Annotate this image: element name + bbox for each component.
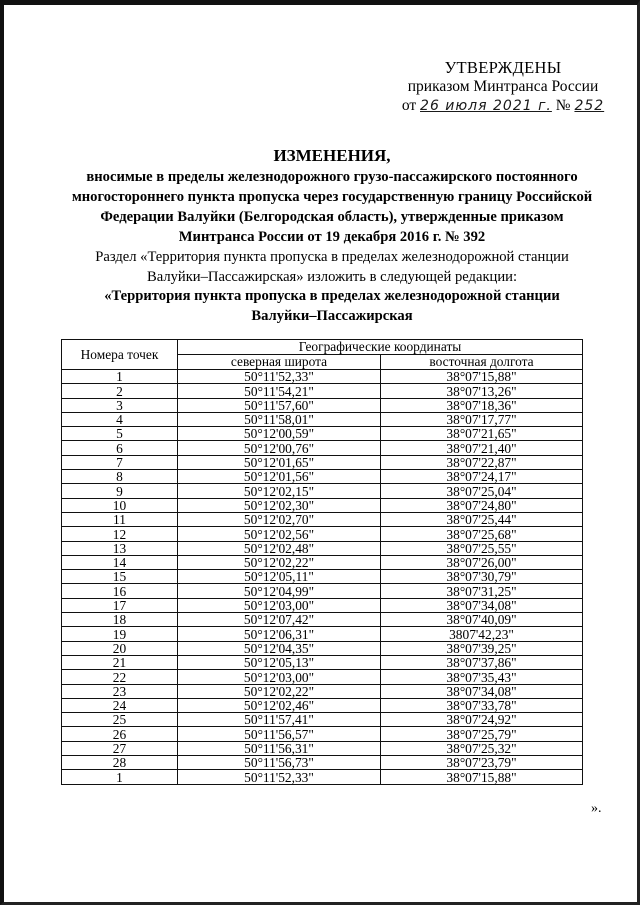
point-number: 20 <box>62 641 178 655</box>
latitude: 50°11'54,21" <box>178 384 381 398</box>
point-number: 5 <box>62 427 178 441</box>
longitude: 38°07'15,88" <box>381 770 583 784</box>
approval-date-line <box>398 96 608 116</box>
longitude: 38°07'21,65" <box>381 427 583 441</box>
latitude: 50°12'02,56" <box>178 527 381 541</box>
table-row <box>62 770 583 784</box>
latitude: 50°12'02,70" <box>178 512 381 526</box>
longitude: 38°07'25,44" <box>381 512 583 526</box>
latitude: 50°12'04,35" <box>178 641 381 655</box>
latitude: 50°12'02,22" <box>178 684 381 698</box>
section-title-line: Валуйки–Пассажирская <box>251 307 413 324</box>
approval-stamp <box>398 58 608 116</box>
point-number: 4 <box>62 412 178 426</box>
point-number: 1 <box>62 770 178 784</box>
heading-line: многостороннего пункта пропуска через государственную границу Российской <box>71 189 593 205</box>
longitude: 38°07'22,87" <box>381 455 583 469</box>
table-row <box>62 384 583 398</box>
point-number: 21 <box>62 655 178 669</box>
section-title-line: «Территория пункта пропуска в пределах железнодорожной станции <box>104 288 560 304</box>
longitude: 38°07'34,08" <box>381 684 583 698</box>
heading-line: Минтранса России от 19 декабря 2016 г. № 392 <box>178 229 486 245</box>
coordinates-table <box>61 339 583 785</box>
latitude: 50°11'52,33" <box>178 370 381 384</box>
table-row <box>62 584 583 598</box>
point-number: 1 <box>62 370 178 384</box>
point-number: 7 <box>62 455 178 469</box>
table-row <box>62 727 583 741</box>
point-number: 6 <box>62 441 178 455</box>
table-row <box>62 627 583 641</box>
longitude: 38°07'31,25" <box>381 584 583 598</box>
latitude: 50°11'56,73" <box>178 756 381 770</box>
latitude: 50°12'03,00" <box>178 598 381 612</box>
point-number: 12 <box>62 527 178 541</box>
point-number: 15 <box>62 570 178 584</box>
table-row <box>62 613 583 627</box>
longitude: 38°07'25,32" <box>381 741 583 755</box>
table-row <box>62 484 583 498</box>
table-row <box>62 670 583 684</box>
point-number: 24 <box>62 698 178 712</box>
point-number: 19 <box>62 627 178 641</box>
table-row <box>62 455 583 469</box>
document-heading <box>62 145 602 247</box>
table-row <box>62 641 583 655</box>
latitude: 50°12'02,30" <box>178 498 381 512</box>
table-row <box>62 756 583 770</box>
longitude: 38°07'17,77" <box>381 412 583 426</box>
point-number: 18 <box>62 613 178 627</box>
heading-line: Федерации Валуйки (Белгородская область), утвержденные приказом <box>100 209 564 225</box>
point-number: 10 <box>62 498 178 512</box>
point-number: 2 <box>62 384 178 398</box>
section-text <box>62 248 602 326</box>
table-row <box>62 598 583 612</box>
point-number: 26 <box>62 727 178 741</box>
point-number: 16 <box>62 584 178 598</box>
longitude: 38°07'24,17" <box>381 470 583 484</box>
number-sign: № <box>555 97 571 114</box>
table-row <box>62 412 583 426</box>
latitude: 50°12'05,11" <box>178 570 381 584</box>
longitude: 38°07'25,55" <box>381 541 583 555</box>
latitude: 50°11'58,01" <box>178 412 381 426</box>
longitude: 38°07'24,92" <box>381 713 583 727</box>
latitude: 50°11'56,57" <box>178 727 381 741</box>
point-number: 13 <box>62 541 178 555</box>
longitude: 38°07'25,04" <box>381 484 583 498</box>
longitude: 38°07'39,25" <box>381 641 583 655</box>
table-row <box>62 512 583 526</box>
latitude: 50°11'52,33" <box>178 770 381 784</box>
longitude: 38°07'37,86" <box>381 655 583 669</box>
latitude: 50°12'02,15" <box>178 484 381 498</box>
longitude: 38°07'35,43" <box>381 670 583 684</box>
latitude: 50°12'02,22" <box>178 555 381 569</box>
section-intro-line: Раздел «Территория пункта пропуска в пределах железнодорожной станции <box>95 249 569 265</box>
longitude: 38°07'33,78" <box>381 698 583 712</box>
latitude: 50°11'57,60" <box>178 398 381 412</box>
header-east-longitude: восточная долгота <box>381 355 583 370</box>
approval-issuer: приказом Минтранса России <box>407 78 599 95</box>
approval-title: УТВЕРЖДЕНЫ <box>444 58 562 77</box>
header-north-latitude: северная широта <box>178 355 381 370</box>
latitude: 50°12'02,46" <box>178 698 381 712</box>
table-row <box>62 427 583 441</box>
handwritten-date: 26 июля 2021 г. <box>420 98 552 114</box>
date-prefix: от <box>401 97 417 114</box>
point-number: 28 <box>62 756 178 770</box>
latitude: 50°12'07,42" <box>178 613 381 627</box>
longitude: 38°07'24,80" <box>381 498 583 512</box>
longitude: 38°07'21,40" <box>381 441 583 455</box>
longitude: 38°07'18,36" <box>381 398 583 412</box>
point-number: 27 <box>62 741 178 755</box>
point-number: 23 <box>62 684 178 698</box>
point-number: 14 <box>62 555 178 569</box>
point-number: 22 <box>62 670 178 684</box>
table-row <box>62 527 583 541</box>
longitude: 3807'42,23" <box>381 627 583 641</box>
latitude: 50°12'02,48" <box>178 541 381 555</box>
longitude: 38°07'34,08" <box>381 598 583 612</box>
table-row <box>62 370 583 384</box>
table-row <box>62 398 583 412</box>
table-row <box>62 713 583 727</box>
header-geo-coordinates: Географические координаты <box>178 340 583 355</box>
latitude: 50°12'06,31" <box>178 627 381 641</box>
table-row <box>62 655 583 669</box>
point-number: 3 <box>62 398 178 412</box>
latitude: 50°12'03,00" <box>178 670 381 684</box>
table-row <box>62 498 583 512</box>
latitude: 50°12'00,76" <box>178 441 381 455</box>
closing-quote: ». <box>591 801 602 816</box>
longitude: 38°07'40,09" <box>381 613 583 627</box>
longitude: 38°07'15,88" <box>381 370 583 384</box>
table-row <box>62 541 583 555</box>
heading-line: вносимые в пределы железнодорожного грузо-пассажирского постоянного <box>86 169 578 185</box>
table-row <box>62 741 583 755</box>
longitude: 38°07'13,26" <box>381 384 583 398</box>
point-number: 8 <box>62 470 178 484</box>
section-intro-line: Валуйки–Пассажирская» изложить в следующей редакции: <box>146 268 518 285</box>
table-row <box>62 470 583 484</box>
table-row <box>62 441 583 455</box>
point-number: 17 <box>62 598 178 612</box>
handwritten-number: 252 <box>574 98 605 114</box>
table-row <box>62 684 583 698</box>
table-row <box>62 555 583 569</box>
latitude: 50°12'00,59" <box>178 427 381 441</box>
header-point-numbers: Номера точек <box>62 340 178 370</box>
latitude: 50°12'05,13" <box>178 655 381 669</box>
point-number: 25 <box>62 713 178 727</box>
point-number: 11 <box>62 512 178 526</box>
table-row <box>62 570 583 584</box>
latitude: 50°11'56,31" <box>178 741 381 755</box>
longitude: 38°07'25,68" <box>381 527 583 541</box>
longitude: 38°07'23,79" <box>381 756 583 770</box>
longitude: 38°07'26,00" <box>381 555 583 569</box>
longitude: 38°07'25,79" <box>381 727 583 741</box>
longitude: 38°07'30,79" <box>381 570 583 584</box>
latitude: 50°12'01,65" <box>178 455 381 469</box>
table-row <box>62 698 583 712</box>
heading-title: ИЗМЕНЕНИЯ, <box>273 146 391 165</box>
latitude: 50°12'04,99" <box>178 584 381 598</box>
point-number: 9 <box>62 484 178 498</box>
latitude: 50°11'57,41" <box>178 713 381 727</box>
latitude: 50°12'01,56" <box>178 470 381 484</box>
